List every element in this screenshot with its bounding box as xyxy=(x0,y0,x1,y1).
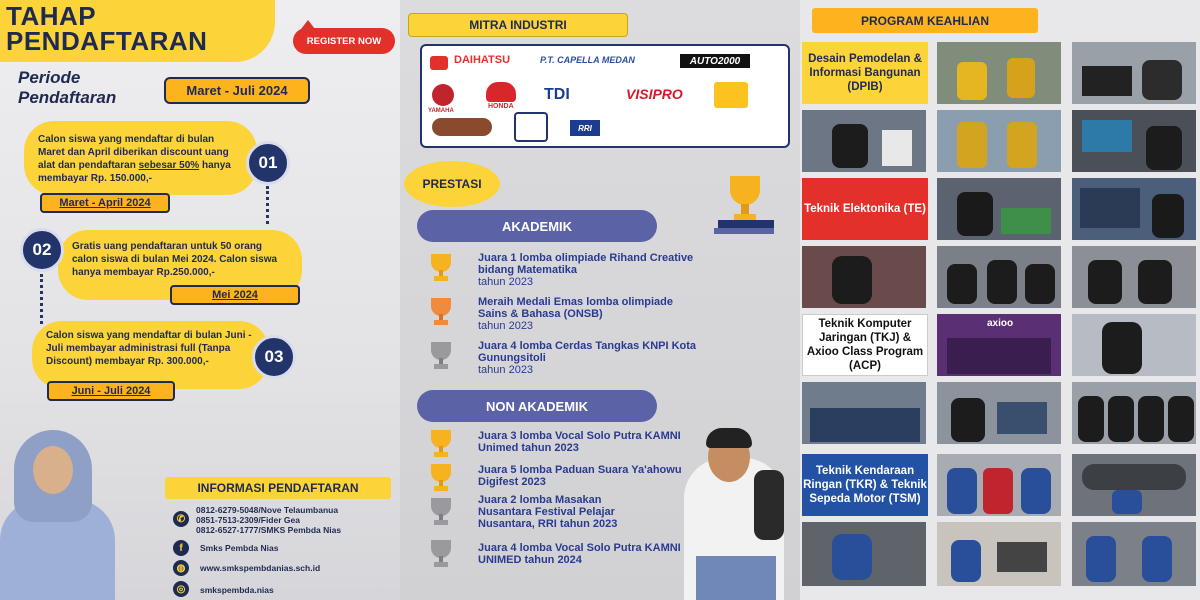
periode-line-2: Pendaftaran xyxy=(18,88,117,107)
honda-wing-icon xyxy=(486,82,516,102)
te-photo-4 xyxy=(937,246,1061,308)
contact-1[interactable]: 0812-6279-5048/Nove Telaumbanua xyxy=(196,505,339,515)
te-photo-3 xyxy=(802,246,926,308)
bronze-trophy-icon xyxy=(428,296,454,326)
achievement-title: Juara 4 lomba Cerdas Tangkas KNPI Kota Gunungsitoli xyxy=(478,340,697,364)
program-dpib[interactable]: Desain Pemodelan & Informasi Bangunan (DPIB) xyxy=(802,42,928,104)
trophy-illustration-icon xyxy=(710,168,780,238)
program-te[interactable]: Teknik Elektonika (TE) xyxy=(802,178,928,240)
student-face xyxy=(33,446,73,494)
page-title xyxy=(6,1,208,56)
tkj-photo-3 xyxy=(802,382,926,444)
dpib-photo-2 xyxy=(1072,42,1196,104)
axioo-banner: axioo xyxy=(987,318,1014,329)
tkr-photo-2 xyxy=(1072,454,1196,516)
tkr-photo-1 xyxy=(937,454,1061,516)
step-1-card xyxy=(24,121,257,195)
step-1-text: Calon siswa yang mendaftar di bulan Maret dan April diberikan discount uang alat dan pendaftaran xyxy=(38,134,229,171)
student-boy-hair xyxy=(706,428,752,448)
tkj-photo-1 xyxy=(937,314,1061,376)
akademik-heading: AKADEMIK xyxy=(417,210,657,242)
instagram-icon: ◎ xyxy=(173,581,189,597)
periode-line-1: Periode xyxy=(18,68,81,87)
instagram-link[interactable]: smkspembda.nias xyxy=(200,585,274,595)
tkj-photo-2 xyxy=(1072,314,1196,376)
website-link[interactable]: www.smkspembdanias.sch.id xyxy=(200,563,321,573)
tkj-photo-4 xyxy=(937,382,1061,444)
facebook-link[interactable]: Smks Pembda Nias xyxy=(200,543,279,553)
silver-trophy-icon xyxy=(428,496,454,526)
pu-emblem-icon xyxy=(714,82,748,108)
connector-dots xyxy=(266,186,269,224)
partner-daihatsu: DAIHATSU xyxy=(454,54,511,66)
globe-icon: ◍ xyxy=(173,560,189,576)
partner-yamaha: YAMAHA xyxy=(428,108,454,114)
partner-auto2000: AUTO2000 xyxy=(680,54,750,68)
step-3-text: Calon siswa yang mendaftar di bulan Juni - Juli membayar administrasi full (Tanpa Discount) membayar Rp. 300.000,- xyxy=(46,330,252,367)
non-akademik-item-4: Juara 4 lomba Vocal Solo Putra KAMNI UNIMED tahun 2024 xyxy=(478,542,681,566)
dpib-photo-3 xyxy=(802,110,926,172)
partner-honda: HONDA xyxy=(488,103,514,110)
tkr-photo-5 xyxy=(1072,522,1196,586)
gold-trophy-icon xyxy=(428,462,454,492)
contact-2[interactable]: 0851-7513-2309/Fider Gea xyxy=(196,514,300,525)
partner-tdi: TDI xyxy=(544,86,570,103)
program-tkj[interactable]: Teknik Komputer Jaringan (TKJ) & Axioo Class Program (ACP) xyxy=(802,314,928,376)
step-3-card xyxy=(32,321,269,389)
step-1-discount: sebesar 50% xyxy=(138,160,200,171)
step-1-price: hanya membayar Rp. 150.000,- xyxy=(38,160,231,184)
tkr-photo-3 xyxy=(802,522,926,586)
tkr-photo-4 xyxy=(937,522,1061,586)
facebook-icon: f xyxy=(173,540,189,556)
dpib-photo-5 xyxy=(1072,110,1196,172)
tkj-photo-5 xyxy=(1072,382,1196,444)
school-logo-icon xyxy=(514,112,548,142)
gold-trophy-icon xyxy=(428,428,454,458)
akademik-item-1 xyxy=(478,252,698,288)
info-heading: INFORMASI PENDAFTARAN xyxy=(165,477,391,499)
akademik-item-2 xyxy=(478,296,698,332)
period-range-badge: Maret - Juli 2024 xyxy=(164,77,310,104)
step-1-period: Maret - April 2024 xyxy=(40,193,170,213)
dpib-photo-4 xyxy=(937,110,1061,172)
registration-panel xyxy=(0,0,400,600)
step-2-number: 02 xyxy=(20,228,64,272)
achievement-title: Juara 1 lomba olimpiade Rihand Creative bidang Matematika xyxy=(478,252,694,276)
silver-trophy-icon xyxy=(428,538,454,568)
contact-3[interactable]: 0812-6527-1777/SMKS Pembda Nias xyxy=(196,524,342,535)
akademik-item-3 xyxy=(478,340,698,376)
programs-panel xyxy=(800,0,1200,600)
silver-trophy-icon xyxy=(428,340,454,370)
title-line-1: TAHAP xyxy=(6,1,97,31)
daihatsu-icon xyxy=(430,56,448,70)
achievement-year: tahun 2023 xyxy=(478,364,534,376)
non-akademik-item-1: Juara 3 lomba Vocal Solo Putra KAMNI Unimed tahun 2023 xyxy=(478,430,681,454)
te-photo-5 xyxy=(1072,246,1196,308)
step-2-period: Mei 2024 xyxy=(170,285,300,305)
step-3-period: Juni - Juli 2024 xyxy=(47,381,175,401)
non-akademik-item-2: Juara 5 lomba Paduan Suara Ya'ahowu Digifest 2023 xyxy=(478,464,682,488)
partner-capella: P.T. CAPELLA MEDAN xyxy=(540,55,635,65)
partners-achievements-panel xyxy=(400,0,800,600)
badge-logo-icon xyxy=(432,118,492,136)
register-now-button[interactable]: REGISTER NOW xyxy=(293,28,395,54)
achievement-year: tahun 2023 xyxy=(478,276,534,288)
whatsapp-icon: ✆ xyxy=(173,511,189,527)
step-1-number: 01 xyxy=(246,141,290,185)
step-3-number: 03 xyxy=(252,335,296,379)
non-akademik-heading: NON AKADEMIK xyxy=(417,390,657,422)
student-pants xyxy=(696,556,776,600)
achievement-title: Meraih Medali Emas lomba olimpiade Sains & Bahasa (ONSB) xyxy=(478,296,673,320)
step-2-text: Gratis uang pendaftaran untuk 50 orang calon siswa di bulan Mei 2024. Calon siswa hanya membayar Rp.250.000,- xyxy=(72,241,278,278)
title-line-2: PENDAFTARAN xyxy=(6,26,208,56)
partner-rri: RRI xyxy=(570,120,600,136)
mitra-heading: MITRA INDUSTRI xyxy=(408,13,628,37)
prestasi-heading: PRESTASI xyxy=(404,161,500,207)
dpib-photo-1 xyxy=(937,42,1061,104)
achievement-year: tahun 2023 xyxy=(478,320,534,332)
periode-heading xyxy=(18,68,116,108)
te-photo-1 xyxy=(937,178,1061,240)
connector-dots xyxy=(40,274,43,324)
non-akademik-item-3: Juara 2 lomba Masakan Nusantara Festival Pelajar Nusantara, RRI tahun 2023 xyxy=(478,494,618,530)
backpack xyxy=(754,470,784,540)
program-tkr-tsm[interactable]: Teknik Kendaraan Ringan (TKR) & Teknik Sepeda Motor (TSM) xyxy=(802,454,928,516)
yamaha-icon xyxy=(432,84,454,106)
program-heading: PROGRAM KEAHLIAN xyxy=(812,8,1038,33)
partner-visipro: VISIPRO xyxy=(626,86,683,102)
te-photo-2 xyxy=(1072,178,1196,240)
gold-trophy-icon xyxy=(428,252,454,282)
partner-logos xyxy=(420,44,790,148)
whatsapp-contacts xyxy=(196,506,341,535)
